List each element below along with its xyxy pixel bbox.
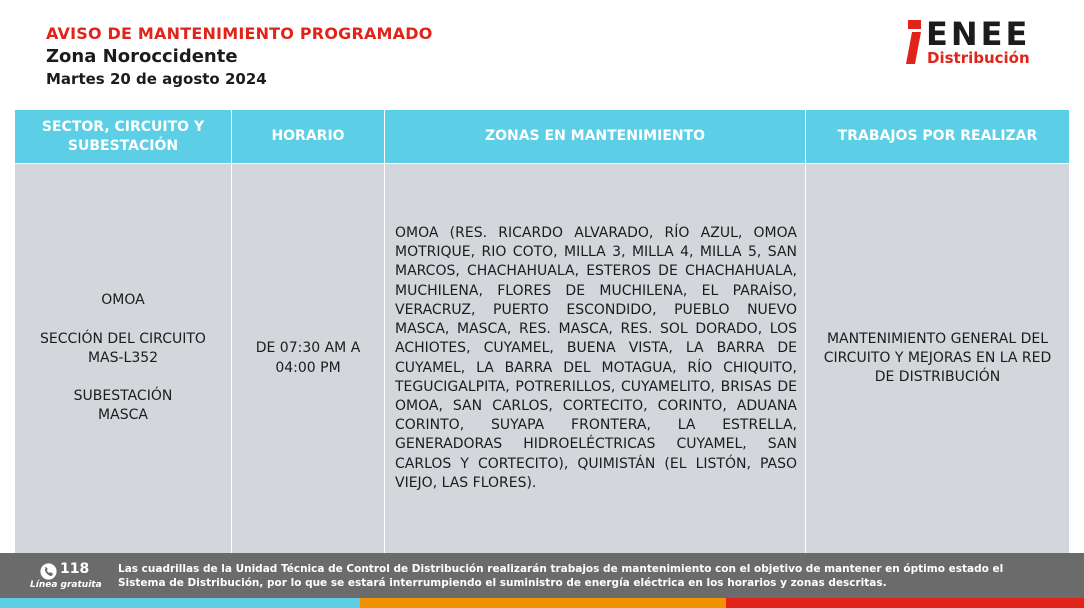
stripe-orange <box>360 598 726 608</box>
cell-work: MANTENIMIENTO GENERAL DEL CIRCUITO Y MEJORAS EN LA RED DE DISTRIBUCIÓN <box>806 164 1070 554</box>
circuit-label: SECCIÓN DEL CIRCUITO <box>40 330 206 347</box>
cell-schedule: DE 07:30 AM A 04:00 PM <box>232 164 385 554</box>
zone-title: Zona Noroccidente <box>46 46 238 67</box>
footer-banner <box>0 553 1084 598</box>
hotline-number: 118 <box>60 561 90 577</box>
notice-date: Martes 20 de agosto 2024 <box>46 70 267 88</box>
circuit-code: MAS-L352 <box>87 349 159 366</box>
substation-label: SUBESTACIÓN <box>73 388 173 405</box>
notice-title: AVISO DE MANTENIMIENTO PROGRAMADO <box>46 24 433 43</box>
logo-mark-icon <box>906 20 922 64</box>
phone-icon <box>40 563 57 580</box>
hotline-label: Línea gratuita <box>30 580 102 590</box>
table-header-row <box>15 110 1070 164</box>
col-header-sector: SECTOR, CIRCUITO Y SUBESTACIÓN <box>15 110 232 164</box>
stripe-red <box>726 598 1084 608</box>
logo-name: ENEE <box>926 15 1031 53</box>
cell-zones: OMOA (RES. RICARDO ALVARADO, RÍO AZUL, OMOA MOTRIQUE, RIO COTO, MILLA 3, MILLA 4, MILLA 5, SAN MARCOS, CHACHAHUALA, ESTEROS DE CHACHAHUALA, MUCHILENA, FLORES DE MUCHILENA, EL PARAÍSO, VERACRUZ, PUERTO ESCONDIDO, PUEBLO NUEVO MASCA, MASCA, RES. MASCA, RES. SOL DORADO, LOS ACHIOTES, CUYAMEL, BUENA VISTA, LA BARRA DE CUYAMEL, LA BARRA DEL MOTAGUA, RÍO CHIQUITO, TEGUCIGALPITA, POTRERILLOS, CUYAMELITO, BRISAS DE OMOA, SAN CARLOS, CORTECITO, CORINTO, ADUANA CORINTO, SUYAPA FRONTERA, LA ESTRELLA, GENERADORAS HIDROELÉCTRICAS CUYAMEL, SAN CARLOS Y CORTECITO), QUIMISTÁN (EL LISTÓN, PASO VIEJO, LAS FLORES). <box>385 164 806 554</box>
substation-name: MASCA <box>98 407 148 424</box>
cell-sector <box>15 164 232 554</box>
table-row <box>15 164 1070 554</box>
col-header-zones: ZONAS EN MANTENIMIENTO <box>385 110 806 164</box>
footer-notice: Las cuadrillas de la Unidad Técnica de Control de Distribución realizarán trabajos de mantenimiento con el objetivo de mantener en óptimo estado el Sistema de Distribución, por lo que se estará interrumpiendo el suministro de energía eléctrica en los horarios y zonas descritas. <box>118 563 1004 589</box>
sector-name: OMOA <box>101 292 145 309</box>
logo-subtitle: Distribución <box>927 49 1030 67</box>
enee-logo <box>906 15 1056 68</box>
col-header-work: TRABAJOS POR REALIZAR <box>806 110 1070 164</box>
col-header-schedule: HORARIO <box>232 110 385 164</box>
stripe-cyan <box>0 598 360 608</box>
maintenance-table <box>14 109 1070 554</box>
